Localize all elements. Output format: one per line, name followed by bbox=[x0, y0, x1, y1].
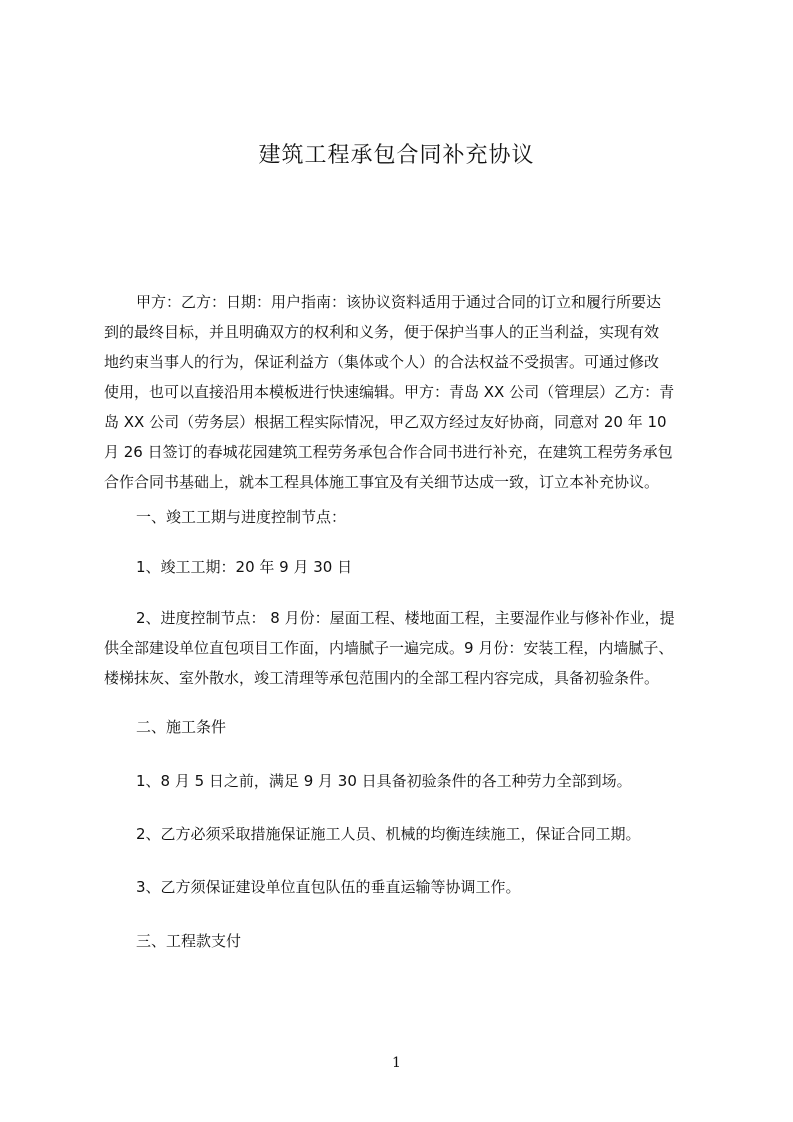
item-text: 3、乙方须保证建设单位直包队伍的垂直运输等协调工作。 bbox=[136, 878, 521, 896]
intro-line: 到的最终目标，并且明确双方的权利和义务，便于保护当事人的正当利益，实现有效 bbox=[104, 323, 660, 341]
item-line: 2、进度控制节点： 8 月份：屋面工程、楼地面工程，主要湿作业与修补作业，提 bbox=[136, 609, 675, 627]
intro-paragraph bbox=[104, 287, 704, 497]
section1-item1 bbox=[104, 552, 704, 582]
intro-line: 使用，也可以直接沿用本模板进行快速编辑。甲方：青岛 XX 公司（管理层）乙方：青 bbox=[104, 383, 675, 401]
section1-heading bbox=[104, 502, 704, 532]
heading-text: 二、施工条件 bbox=[136, 718, 227, 736]
section1-item2 bbox=[104, 603, 704, 693]
section3-heading bbox=[104, 926, 704, 956]
item-text: 1、8 月 5 日之前，满足 9 月 30 日具备初验条件的各工种劳力全部到场。 bbox=[136, 772, 632, 790]
page-number: 1 bbox=[392, 1055, 401, 1071]
section2-item bbox=[104, 872, 704, 902]
intro-line: 甲方：乙方：日期：用户指南：该协议资料适用于通过合同的订立和履行所要达 bbox=[136, 293, 662, 311]
intro-line: 合作合同书基础上，就本工程具体施工事宜及有关细节达成一致，订立本补充协议。 bbox=[104, 473, 660, 491]
item-line: 楼梯抹灰、室外散水，竣工清理等承包范围内的全部工程内容完成，具备初验条件。 bbox=[104, 669, 660, 687]
heading-text: 三、工程款支付 bbox=[136, 932, 242, 950]
item-text: 2、乙方必须采取措施保证施工人员、机械的均衡连续施工，保证合同工期。 bbox=[136, 825, 641, 843]
heading-text: 一、竣工工期与进度控制节点： bbox=[136, 508, 347, 526]
intro-line: 岛 XX 公司（劳务层）根据工程实际情况，甲乙双方经过友好协商，同意对 20 年 10 bbox=[104, 413, 667, 431]
document-title: 建筑工程承包合同补充协议 bbox=[258, 143, 535, 168]
section2-item bbox=[104, 766, 704, 796]
section2-item bbox=[104, 819, 704, 849]
intro-line: 月 26 日签订的春城花园建筑工程劳务承包合作合同书进行补充，在建筑工程劳务承包 bbox=[104, 443, 673, 461]
item-text: 1、竣工工期：20 年 9 月 30 日 bbox=[136, 558, 353, 576]
intro-line: 地约束当事人的行为，保证利益方（集体或个人）的合法权益不受损害。可通过修改 bbox=[104, 353, 660, 371]
item-line: 供全部建设单位直包项目工作面，内墙腻子一遍完成。9 月份：安装工程，内墙腻子、 bbox=[104, 639, 674, 657]
section2-heading bbox=[104, 712, 704, 742]
